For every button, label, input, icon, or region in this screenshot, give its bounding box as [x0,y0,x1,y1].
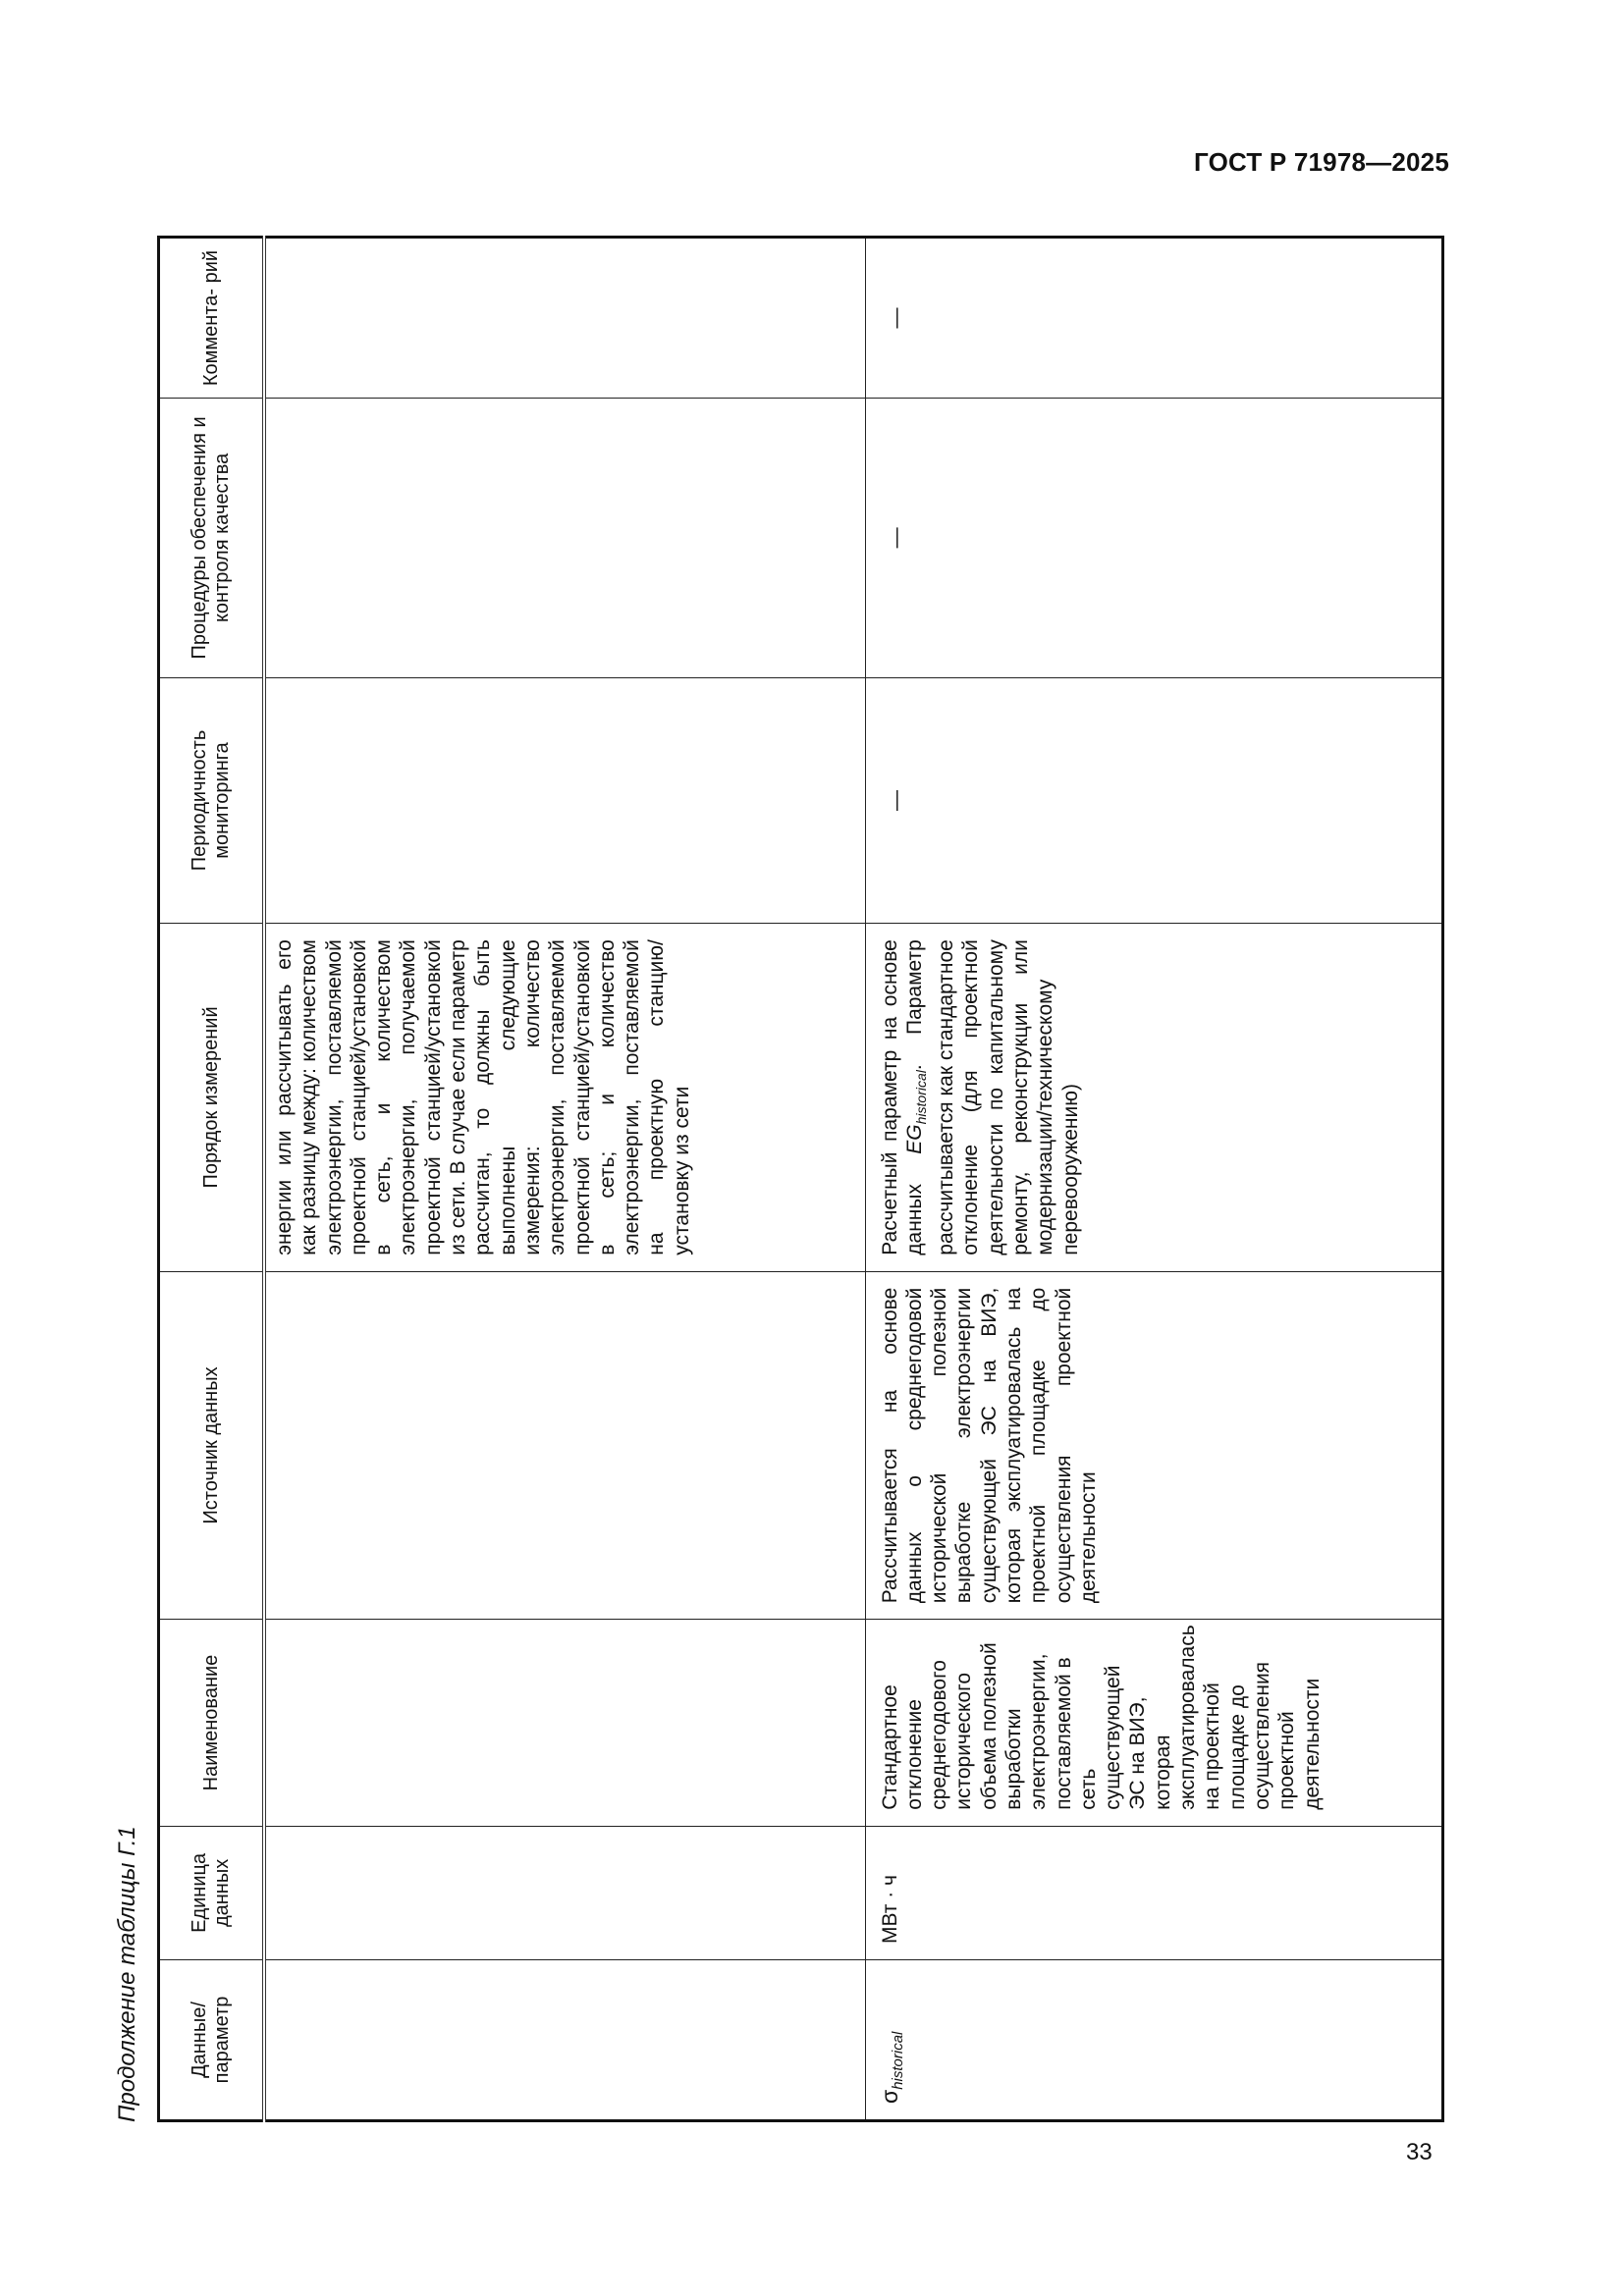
cell-monitoring-frequency [865,677,1443,923]
header-qa-qc-procedures: Процедуры обеспечения и контроля качества [159,399,265,678]
header-monitoring-frequency: Периодичность мониторинга [159,677,265,923]
dash-value: — [884,307,907,329]
eg-subscript: historical [912,1070,929,1125]
cell-qa-qc [865,399,1443,678]
cell-comment [264,238,865,399]
cell-name [264,1620,865,1827]
cell-unit [264,1826,865,1959]
cell-parameter [264,1960,865,2121]
table-row [865,238,1443,2121]
cell-unit: МВт · ч [865,1826,1443,1959]
cell-comment [865,238,1443,399]
header-unit: Единица данных [159,1826,265,1959]
document-code: ГОСТ Р 71978—2025 [1194,147,1449,177]
cell-measurement-procedure: энергии или рассчитывать его как разницу между: количеством электроэнергии, поставляемой проектной станцией/установкой в сеть, и количеством электроэнергии, получаемой проектной станцией/установкой из сети. В случае если параметр рассчитан, то должны быть выполнены следующие измерения: количество электроэнергии, поставляемой проектной станцией/установкой в сеть; и количество электроэнергии, поставляемой на проектную станцию/установку из сети [264,924,865,1272]
table-row [264,238,865,2121]
table-caption: Продолжение таблицы Г.1 [114,1826,140,2122]
header-name: Наименование [159,1620,265,1827]
data-table [157,236,1444,2122]
header-comment: Коммента- рий [159,238,265,399]
header-row [159,238,265,2121]
sigma-symbol: σ [876,2089,902,2104]
cell-data-source [264,1271,865,1620]
header-parameter: Данные/ параметр [159,1960,265,2121]
procedure-text-part1: Расчетный параметр на основе данных [878,939,926,1255]
dash-value: — [884,527,907,549]
rotated-table-block [108,234,1391,2122]
cell-parameter [865,1960,1443,2121]
dash-value: — [884,789,907,811]
cell-monitoring-frequency [264,677,865,923]
cell-measurement-procedure [865,924,1443,1272]
eg-symbol: EG [902,1124,926,1154]
procedure-text-part2: . Параметр рассчитывается как стандартное отклонение (для проектной деятельности по капитальному ремонту, реконструкции или модернизации/техническому перевооружению) [902,939,1082,1255]
cell-data-source: Рассчитывается на основе данных о среднегодовой исторической полезной выработке электроэнергии существующей ЭС на ВИЭ, которая эксплуатировалась на проектной площадке до осуществления проектной деятельности [865,1271,1443,1620]
cell-name: Стандартное отклонение среднегодового исторического объема полезной выработки электроэнергии, поставляемой в сеть существующей ЭС на ВИЭ, которая эксплуатировалась на проектной площадке до осуществления проектной деятельности [865,1620,1443,1827]
header-data-source: Источник данных [159,1271,265,1620]
cell-qa-qc [264,399,865,678]
page-number: 33 [1406,2139,1433,2165]
header-measurement-procedure: Порядок измерений [159,924,265,1272]
sigma-subscript: historical [889,2031,906,2090]
